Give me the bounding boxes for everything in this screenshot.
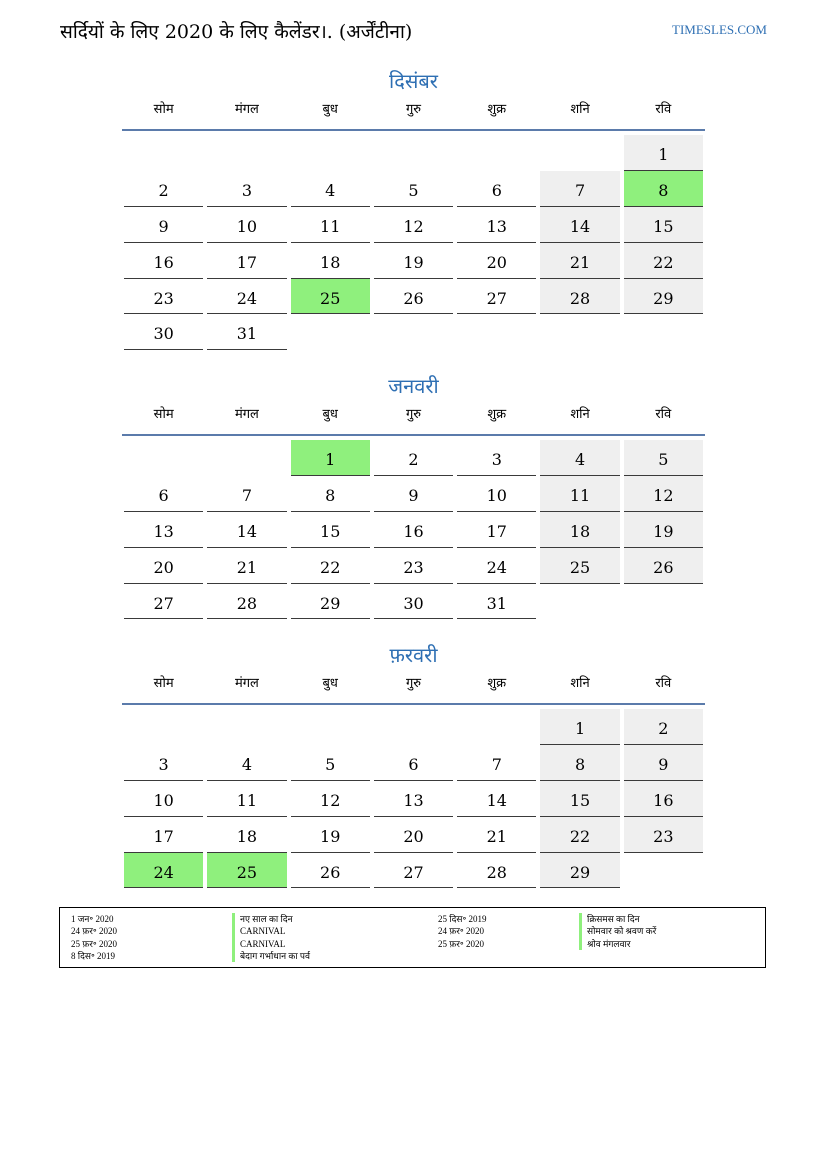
month-block <box>122 638 705 888</box>
day-cell[interactable]: 25 <box>291 279 370 315</box>
empty-cell <box>205 440 288 476</box>
day-cell[interactable]: 8 <box>624 171 703 207</box>
legend-date: 25 दिस॰ 2019 <box>438 914 487 924</box>
legend-date: 24 फ़र॰ 2020 <box>438 926 484 937</box>
weekday-label: मंगल <box>234 676 259 691</box>
legend-holiday-name: CARNIVAL <box>232 938 310 950</box>
day-cell[interactable]: 17 <box>457 512 536 548</box>
day-cell[interactable]: 13 <box>124 512 203 548</box>
day-cell[interactable]: 5 <box>624 440 703 476</box>
legend-date: 1 जन॰ 2020 <box>71 914 114 924</box>
empty-cell <box>289 709 372 745</box>
day-cell[interactable]: 11 <box>540 476 619 512</box>
day-cell[interactable]: 20 <box>457 243 536 279</box>
empty-cell <box>122 440 205 476</box>
day-cell[interactable]: 2 <box>124 171 203 207</box>
day-cell[interactable]: 7 <box>540 171 619 207</box>
day-cell[interactable]: 28 <box>540 279 619 315</box>
day-cell[interactable]: 28 <box>207 584 286 620</box>
day-cell[interactable]: 17 <box>207 243 286 279</box>
day-cell[interactable]: 6 <box>374 745 453 781</box>
day-cell[interactable]: 21 <box>207 548 286 584</box>
day-cell[interactable]: 15 <box>624 207 703 243</box>
month-name: जनवरी <box>388 374 439 398</box>
day-cell[interactable]: 15 <box>291 512 370 548</box>
empty-cell <box>622 584 705 620</box>
legend-holiday-name: सोमवार को श्रवण करें <box>579 925 656 937</box>
day-grid <box>122 709 705 888</box>
day-cell[interactable]: 27 <box>124 584 203 620</box>
day-grid <box>122 440 705 619</box>
weekday-label: मंगल <box>234 102 259 117</box>
day-cell[interactable]: 29 <box>540 853 619 889</box>
day-cell[interactable]: 6 <box>124 476 203 512</box>
weekday-label: बुध <box>322 102 338 117</box>
day-cell[interactable]: 31 <box>207 314 286 350</box>
weekday-header <box>122 672 705 705</box>
empty-cell <box>538 314 621 350</box>
empty-cell <box>205 135 288 171</box>
day-cell[interactable]: 24 <box>124 853 203 889</box>
weekday-label: शनि <box>570 407 590 422</box>
day-cell[interactable]: 19 <box>624 512 703 548</box>
day-cell[interactable]: 30 <box>374 584 453 620</box>
day-cell[interactable]: 26 <box>624 548 703 584</box>
day-cell[interactable]: 22 <box>291 548 370 584</box>
day-cell[interactable]: 4 <box>540 440 619 476</box>
day-cell[interactable]: 16 <box>374 512 453 548</box>
day-cell[interactable]: 23 <box>374 548 453 584</box>
weekday-label: सोम <box>153 407 174 422</box>
day-cell[interactable]: 5 <box>374 171 453 207</box>
day-cell[interactable]: 13 <box>457 207 536 243</box>
weekday-label: शुक्र <box>487 102 507 117</box>
legend-holiday-name: नए साल का दिन <box>232 913 310 925</box>
page-title: सर्दियों के लिए 2020 के लिए कैलेंडर।. (अर्जेंटीना) <box>60 21 413 43</box>
weekday-label: मंगल <box>234 407 259 422</box>
day-cell[interactable]: 16 <box>624 781 703 817</box>
day-cell[interactable]: 5 <box>291 745 370 781</box>
day-cell[interactable]: 2 <box>624 709 703 745</box>
day-cell[interactable]: 18 <box>291 243 370 279</box>
day-cell[interactable]: 20 <box>124 548 203 584</box>
day-cell[interactable]: 8 <box>540 745 619 781</box>
weekday-label: रवि <box>655 102 672 117</box>
month-block <box>122 64 705 350</box>
day-cell[interactable]: 9 <box>624 745 703 781</box>
day-cell[interactable]: 11 <box>207 781 286 817</box>
day-cell[interactable]: 24 <box>207 279 286 315</box>
legend-names-left <box>232 913 310 962</box>
legend-holiday-name: CARNIVAL <box>232 925 310 937</box>
empty-cell <box>122 135 205 171</box>
site-link[interactable]: TIMESLES.COM <box>672 22 767 37</box>
day-cell[interactable]: 17 <box>124 817 203 853</box>
weekday-label: बुध <box>322 407 338 422</box>
day-cell[interactable]: 10 <box>457 476 536 512</box>
legend-dates-right <box>438 913 487 950</box>
day-cell[interactable]: 24 <box>457 548 536 584</box>
day-cell[interactable]: 20 <box>374 817 453 853</box>
holiday-legend <box>59 907 766 968</box>
weekday-label: गुरु <box>405 102 422 117</box>
empty-cell <box>538 135 621 171</box>
day-cell[interactable]: 25 <box>207 853 286 889</box>
legend-holiday-name: श्रोव मंगलवार <box>579 938 656 950</box>
day-cell[interactable]: 18 <box>207 817 286 853</box>
empty-cell <box>372 314 455 350</box>
day-cell[interactable]: 12 <box>624 476 703 512</box>
day-cell[interactable]: 18 <box>540 512 619 548</box>
day-cell[interactable]: 1 <box>291 440 370 476</box>
day-cell[interactable]: 3 <box>457 440 536 476</box>
day-cell[interactable]: 16 <box>124 243 203 279</box>
day-cell[interactable]: 30 <box>124 314 203 350</box>
weekday-label: गुरु <box>405 407 422 422</box>
day-cell[interactable]: 29 <box>624 279 703 315</box>
month-block <box>122 369 705 619</box>
legend-date: 24 फ़र॰ 2020 <box>71 926 117 937</box>
day-cell[interactable]: 14 <box>540 207 619 243</box>
day-cell[interactable]: 28 <box>457 853 536 889</box>
day-cell[interactable]: 7 <box>457 745 536 781</box>
day-cell[interactable]: 9 <box>374 476 453 512</box>
day-cell[interactable]: 1 <box>540 709 619 745</box>
day-cell[interactable]: 10 <box>207 207 286 243</box>
empty-cell <box>372 709 455 745</box>
weekday-label: गुरु <box>405 676 422 691</box>
day-cell[interactable]: 12 <box>374 207 453 243</box>
day-cell[interactable]: 27 <box>374 853 453 889</box>
weekday-label: रवि <box>655 407 672 422</box>
day-cell[interactable]: 27 <box>457 279 536 315</box>
weekday-label: रवि <box>655 676 672 691</box>
weekday-label: शनि <box>570 676 590 691</box>
month-name: फ़रवरी <box>389 643 438 667</box>
weekday-label: सोम <box>153 102 174 117</box>
day-cell[interactable]: 25 <box>540 548 619 584</box>
empty-cell <box>538 584 621 620</box>
day-cell[interactable]: 15 <box>540 781 619 817</box>
day-cell[interactable]: 13 <box>374 781 453 817</box>
day-cell[interactable]: 6 <box>457 171 536 207</box>
day-cell[interactable]: 23 <box>624 817 703 853</box>
empty-cell <box>622 314 705 350</box>
day-cell[interactable]: 10 <box>124 781 203 817</box>
day-cell[interactable]: 26 <box>291 853 370 889</box>
empty-cell <box>289 314 372 350</box>
empty-cell <box>455 314 538 350</box>
day-cell[interactable]: 22 <box>540 817 619 853</box>
day-cell[interactable]: 31 <box>457 584 536 620</box>
day-cell[interactable]: 1 <box>624 135 703 171</box>
empty-cell <box>122 709 205 745</box>
legend-holiday-name: बेदाग गर्भाधान का पर्व <box>232 950 310 962</box>
day-cell[interactable]: 23 <box>124 279 203 315</box>
legend-date: 8 दिस॰ 2019 <box>71 950 116 961</box>
weekday-header <box>122 403 705 436</box>
day-cell[interactable]: 22 <box>624 243 703 279</box>
day-cell[interactable]: 14 <box>457 781 536 817</box>
empty-cell <box>455 709 538 745</box>
day-cell[interactable]: 4 <box>291 171 370 207</box>
day-cell[interactable]: 11 <box>291 207 370 243</box>
day-cell[interactable]: 8 <box>291 476 370 512</box>
weekday-label: सोम <box>153 676 174 691</box>
day-cell[interactable]: 4 <box>207 745 286 781</box>
empty-cell <box>622 853 705 889</box>
empty-cell <box>372 135 455 171</box>
day-cell[interactable]: 26 <box>374 279 453 315</box>
day-cell[interactable]: 14 <box>207 512 286 548</box>
weekday-label: बुध <box>322 676 338 691</box>
legend-date: 25 फ़र॰ 2020 <box>71 938 117 949</box>
legend-names-right <box>579 913 656 950</box>
day-cell[interactable]: 7 <box>207 476 286 512</box>
legend-date: 25 फ़र॰ 2020 <box>438 938 484 949</box>
empty-cell <box>455 135 538 171</box>
day-cell[interactable]: 2 <box>374 440 453 476</box>
weekday-label: शुक्र <box>487 676 507 691</box>
month-name: दिसंबर <box>389 69 438 93</box>
weekday-header <box>122 98 705 131</box>
legend-holiday-name: क्रिसमस का दिन <box>579 913 656 925</box>
day-cell[interactable]: 19 <box>374 243 453 279</box>
day-cell[interactable]: 3 <box>124 745 203 781</box>
day-cell[interactable]: 29 <box>291 584 370 620</box>
empty-cell <box>205 709 288 745</box>
weekday-label: शुक्र <box>487 407 507 422</box>
day-cell[interactable]: 21 <box>457 817 536 853</box>
weekday-label: शनि <box>570 102 590 117</box>
empty-cell <box>289 135 372 171</box>
day-cell[interactable]: 9 <box>124 207 203 243</box>
day-cell[interactable]: 21 <box>540 243 619 279</box>
legend-dates-left <box>71 913 117 962</box>
day-cell[interactable]: 19 <box>291 817 370 853</box>
day-cell[interactable]: 12 <box>291 781 370 817</box>
day-cell[interactable]: 3 <box>207 171 286 207</box>
day-grid <box>122 135 705 350</box>
